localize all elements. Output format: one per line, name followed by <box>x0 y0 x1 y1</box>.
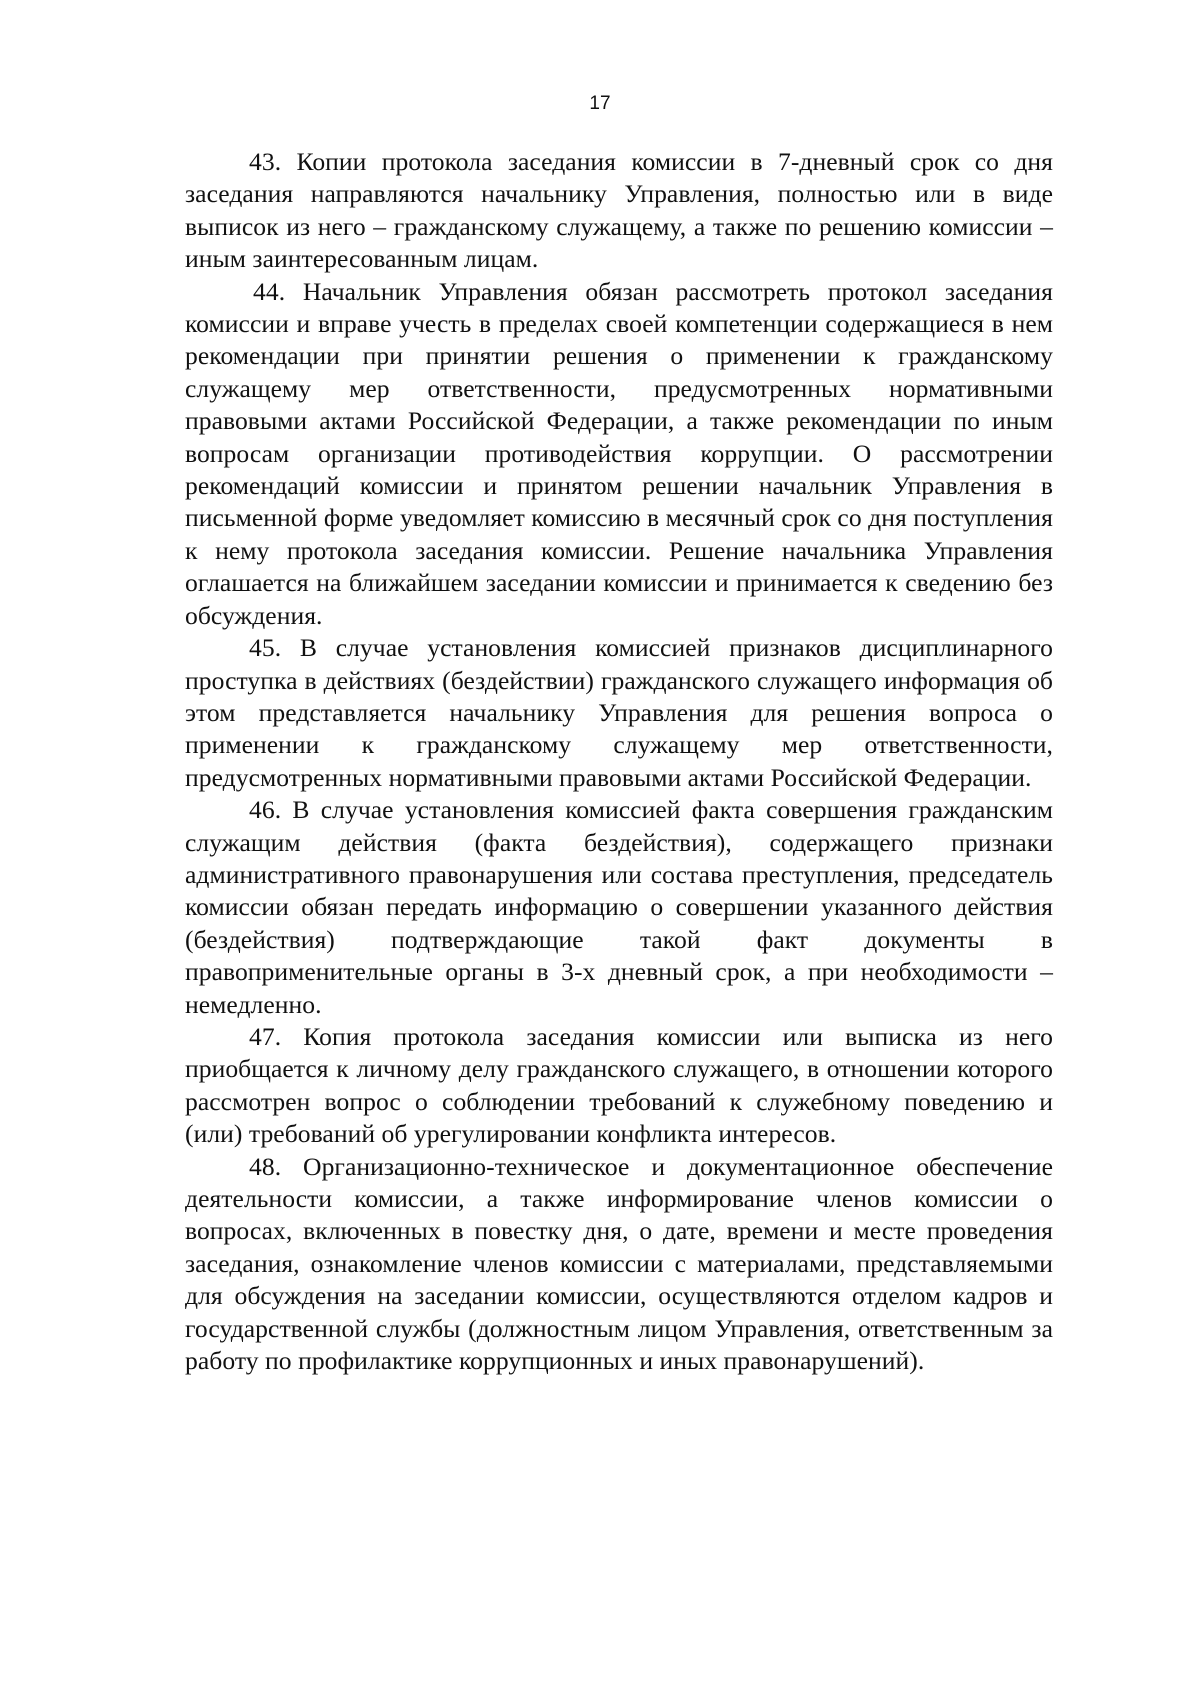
paragraph-45: 45. В случае установления комиссией признаков дисциплинарного проступка в действиях (бездействии) гражданского служащего информация об этом представляется начальнику Управления для решения вопроса о применении к гражданскому служащему мер ответственности, предусмотренных нормативными правовыми актами Российской Федерации. <box>185 633 1053 792</box>
paragraph-44: 44. Начальник Управления обязан рассмотреть протокол заседания комиссии и вправе учесть в пределах своей компетенции содержащиеся в нем рекомендации при принятии решения о применении к гражданскому служащему мер ответственности, предусмотренных нормативными правовыми актами Российской Федерации, а также рекомендации по иным вопросам организации противодействия коррупции. О рассмотрении рекомендаций комиссии и принятом решении начальник Управления в письменной форме уведомляет комиссию в месячный срок со дня поступления к нему протокола заседания комиссии. Решение начальника Управления оглашается на ближайшем заседании комиссии и принимается к сведению без обсуждения. <box>185 276 1053 630</box>
page-number: 17 <box>589 93 611 114</box>
paragraph-47: 47. Копия протокола заседания комиссии или выписка из него приобщается к личному делу гражданского служащего, в отношении которого рассмотрен вопрос о соблюдении требований к служебному поведению и (или) требований об урегулировании конфликта интересов. <box>185 1021 1053 1149</box>
document-body <box>185 146 1053 1377</box>
paragraph-48: 48. Организационно-техническое и документационное обеспечение деятельности комиссии, а также информирование членов комиссии о вопросах, включенных в повестку дня, о дате, времени и месте проведения заседания, ознакомление членов комиссии с материалами, представляемыми для обсуждения на заседании комиссии, осуществляются отделом кадров и государственной службы (должностным лицом Управления, ответственным за работу по профилактике коррупционных и иных правонарушений). <box>185 1151 1053 1376</box>
paragraph-43: 43. Копии протокола заседания комиссии в 7-дневный срок со дня заседания направляются начальнику Управления, полностью или в виде выписок из него – гражданскому служащему, а также по решению комиссии – иным заинтересованным лицам. <box>185 147 1053 274</box>
paragraph-46: 46. В случае установления комиссией факта совершения гражданским служащим действия (факта бездействия), содержащего признаки административного правонарушения или состава преступления, председатель комиссии обязан передать информацию о совершении указанного действия (бездействия) подтверждающие такой факт документы в правоприменительные органы в 3-х дневный срок, а при необходимости – немедленно. <box>185 795 1053 1019</box>
